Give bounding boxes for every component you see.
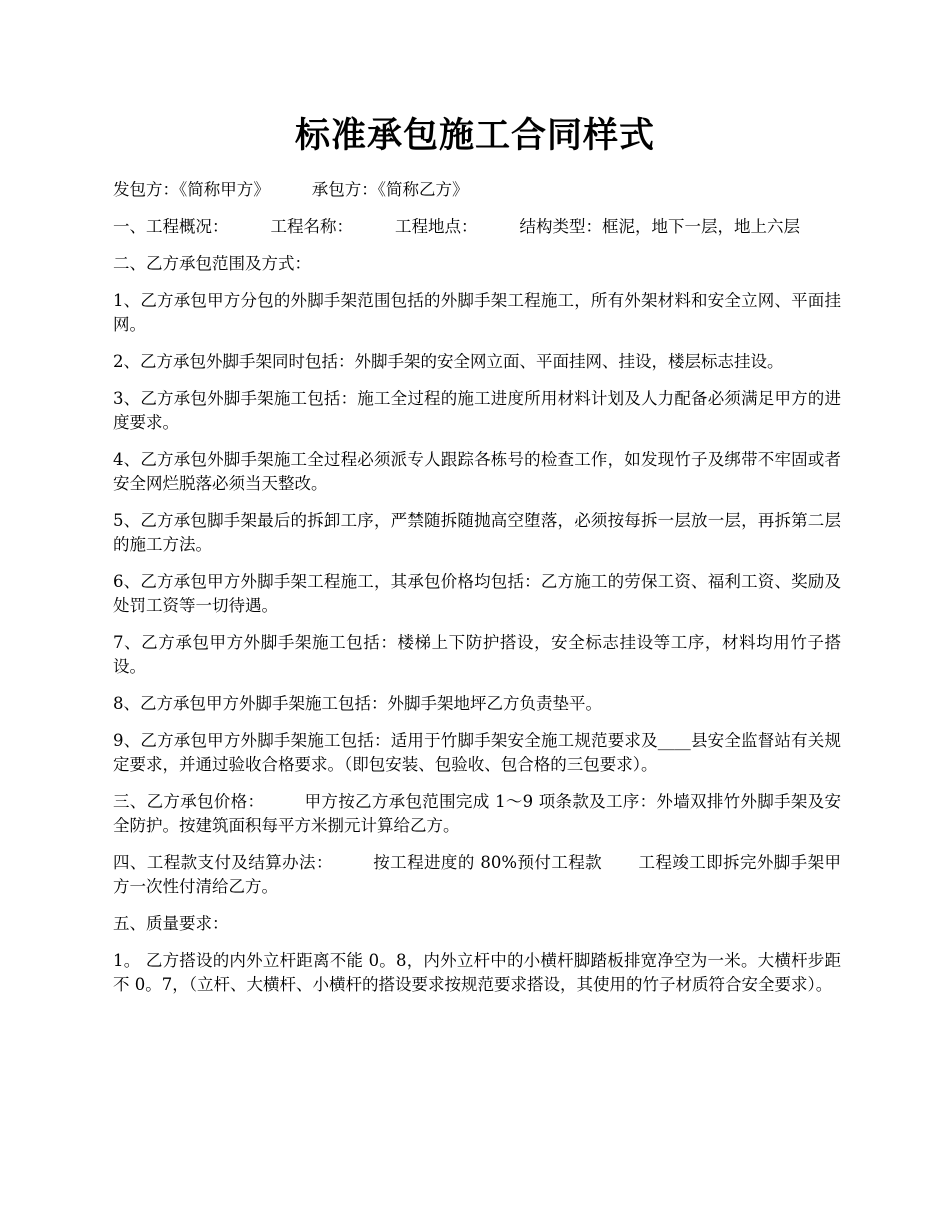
project-name-label: 工程名称： xyxy=(270,217,353,236)
scope-item: 5、乙方承包脚手架最后的拆卸工序，严禁随拆随抛高空堕落，必须按每拆一层放一层，再拆第二层的施工方法。 xyxy=(113,511,841,554)
section-4-payment xyxy=(113,851,841,899)
section-1-overview xyxy=(113,215,841,239)
party-a-value: 《简称甲方》 xyxy=(179,180,270,199)
scope-item: 3、乙方承包外脚手架施工包括：施工全过程的施工进度所用材料计划及人力配备必须满足甲方的进度要求。 xyxy=(113,389,841,432)
scope-item: 6、乙方承包甲方外脚手架工程施工，其承包价格均包括：乙方施工的劳保工资、福利工资、奖励及处罚工资等一切待遇。 xyxy=(113,572,841,615)
scope-item: 7、乙方承包甲方外脚手架施工包括：楼梯上下防护搭设，安全标志挂设等工序，材料均用竹子搭设。 xyxy=(113,633,841,676)
party-b-value: 《简称乙方》 xyxy=(377,180,469,199)
section-3-content: 甲方按乙方承包范围完成 1～9 项条款及工序：外墙双排竹外脚手架及安全防护。按建筑面积每平方米捌元计算给乙方。 xyxy=(113,792,841,835)
section-4-heading: 四、工程款支付及结算办法： xyxy=(113,853,333,872)
party-b-label: 承包方： xyxy=(311,180,378,199)
party-a-label: 发包方： xyxy=(113,180,179,199)
scope-item: 4、乙方承包外脚手架施工全过程必须派专人跟踪各栋号的检查工作，如发现竹子及绑带不牢固或者安全网烂脱落必须当天整改。 xyxy=(113,450,841,493)
section-5-heading: 五、质量要求： xyxy=(113,914,229,933)
structure-type: 结构类型：框泥，地下一层，地上六层 xyxy=(519,217,800,236)
section-3-price xyxy=(113,790,841,838)
scope-item: 2、乙方承包外脚手架同时包括：外脚手架的安全网立面、平面挂网、挂设，楼层标志挂设。 xyxy=(113,352,784,371)
project-location-label: 工程地点： xyxy=(395,217,478,236)
parties-line xyxy=(113,178,841,202)
scope-item: 9、乙方承包甲方外脚手架施工包括：适用于竹脚手架安全施工规范要求及____县安全监督站有关规定要求，并通过验收合格要求。（即包安装、包验收、包合格的三包要求）。 xyxy=(113,731,841,774)
section-4-part-2: 工程竣工即拆完外脚手架甲方一次性付清给乙方。 xyxy=(113,853,842,896)
section-3-heading: 三、乙方承包价格： xyxy=(113,792,265,811)
document-title: 标准承包施工合同样式 xyxy=(294,115,655,156)
document-body xyxy=(113,178,841,1010)
section-4-part-1: 按工程进度的 80%预付工程款 xyxy=(372,853,603,872)
scope-item: 1、乙方承包甲方分包的外脚手架范围包括的外脚手架工程施工，所有外架材料和安全立网、平面挂网。 xyxy=(113,291,841,334)
scope-item: 8、乙方承包甲方外脚手架施工包括：外脚手架地坪乙方负责垫平。 xyxy=(113,694,602,713)
section-1-heading: 一、工程概况： xyxy=(113,217,229,236)
quality-item: 1。 乙方搭设的内外立杆距离不能 0。8，内外立杆中的小横杆脚踏板排宽净空为一米。大横杆步距不 0。7，（立杆、大横杆、小横杆的搭设要求按规范要求搭设，其使用的竹子材质符合安全要求）。 xyxy=(113,951,841,994)
section-2-heading: 二、乙方承包范围及方式： xyxy=(113,254,311,273)
